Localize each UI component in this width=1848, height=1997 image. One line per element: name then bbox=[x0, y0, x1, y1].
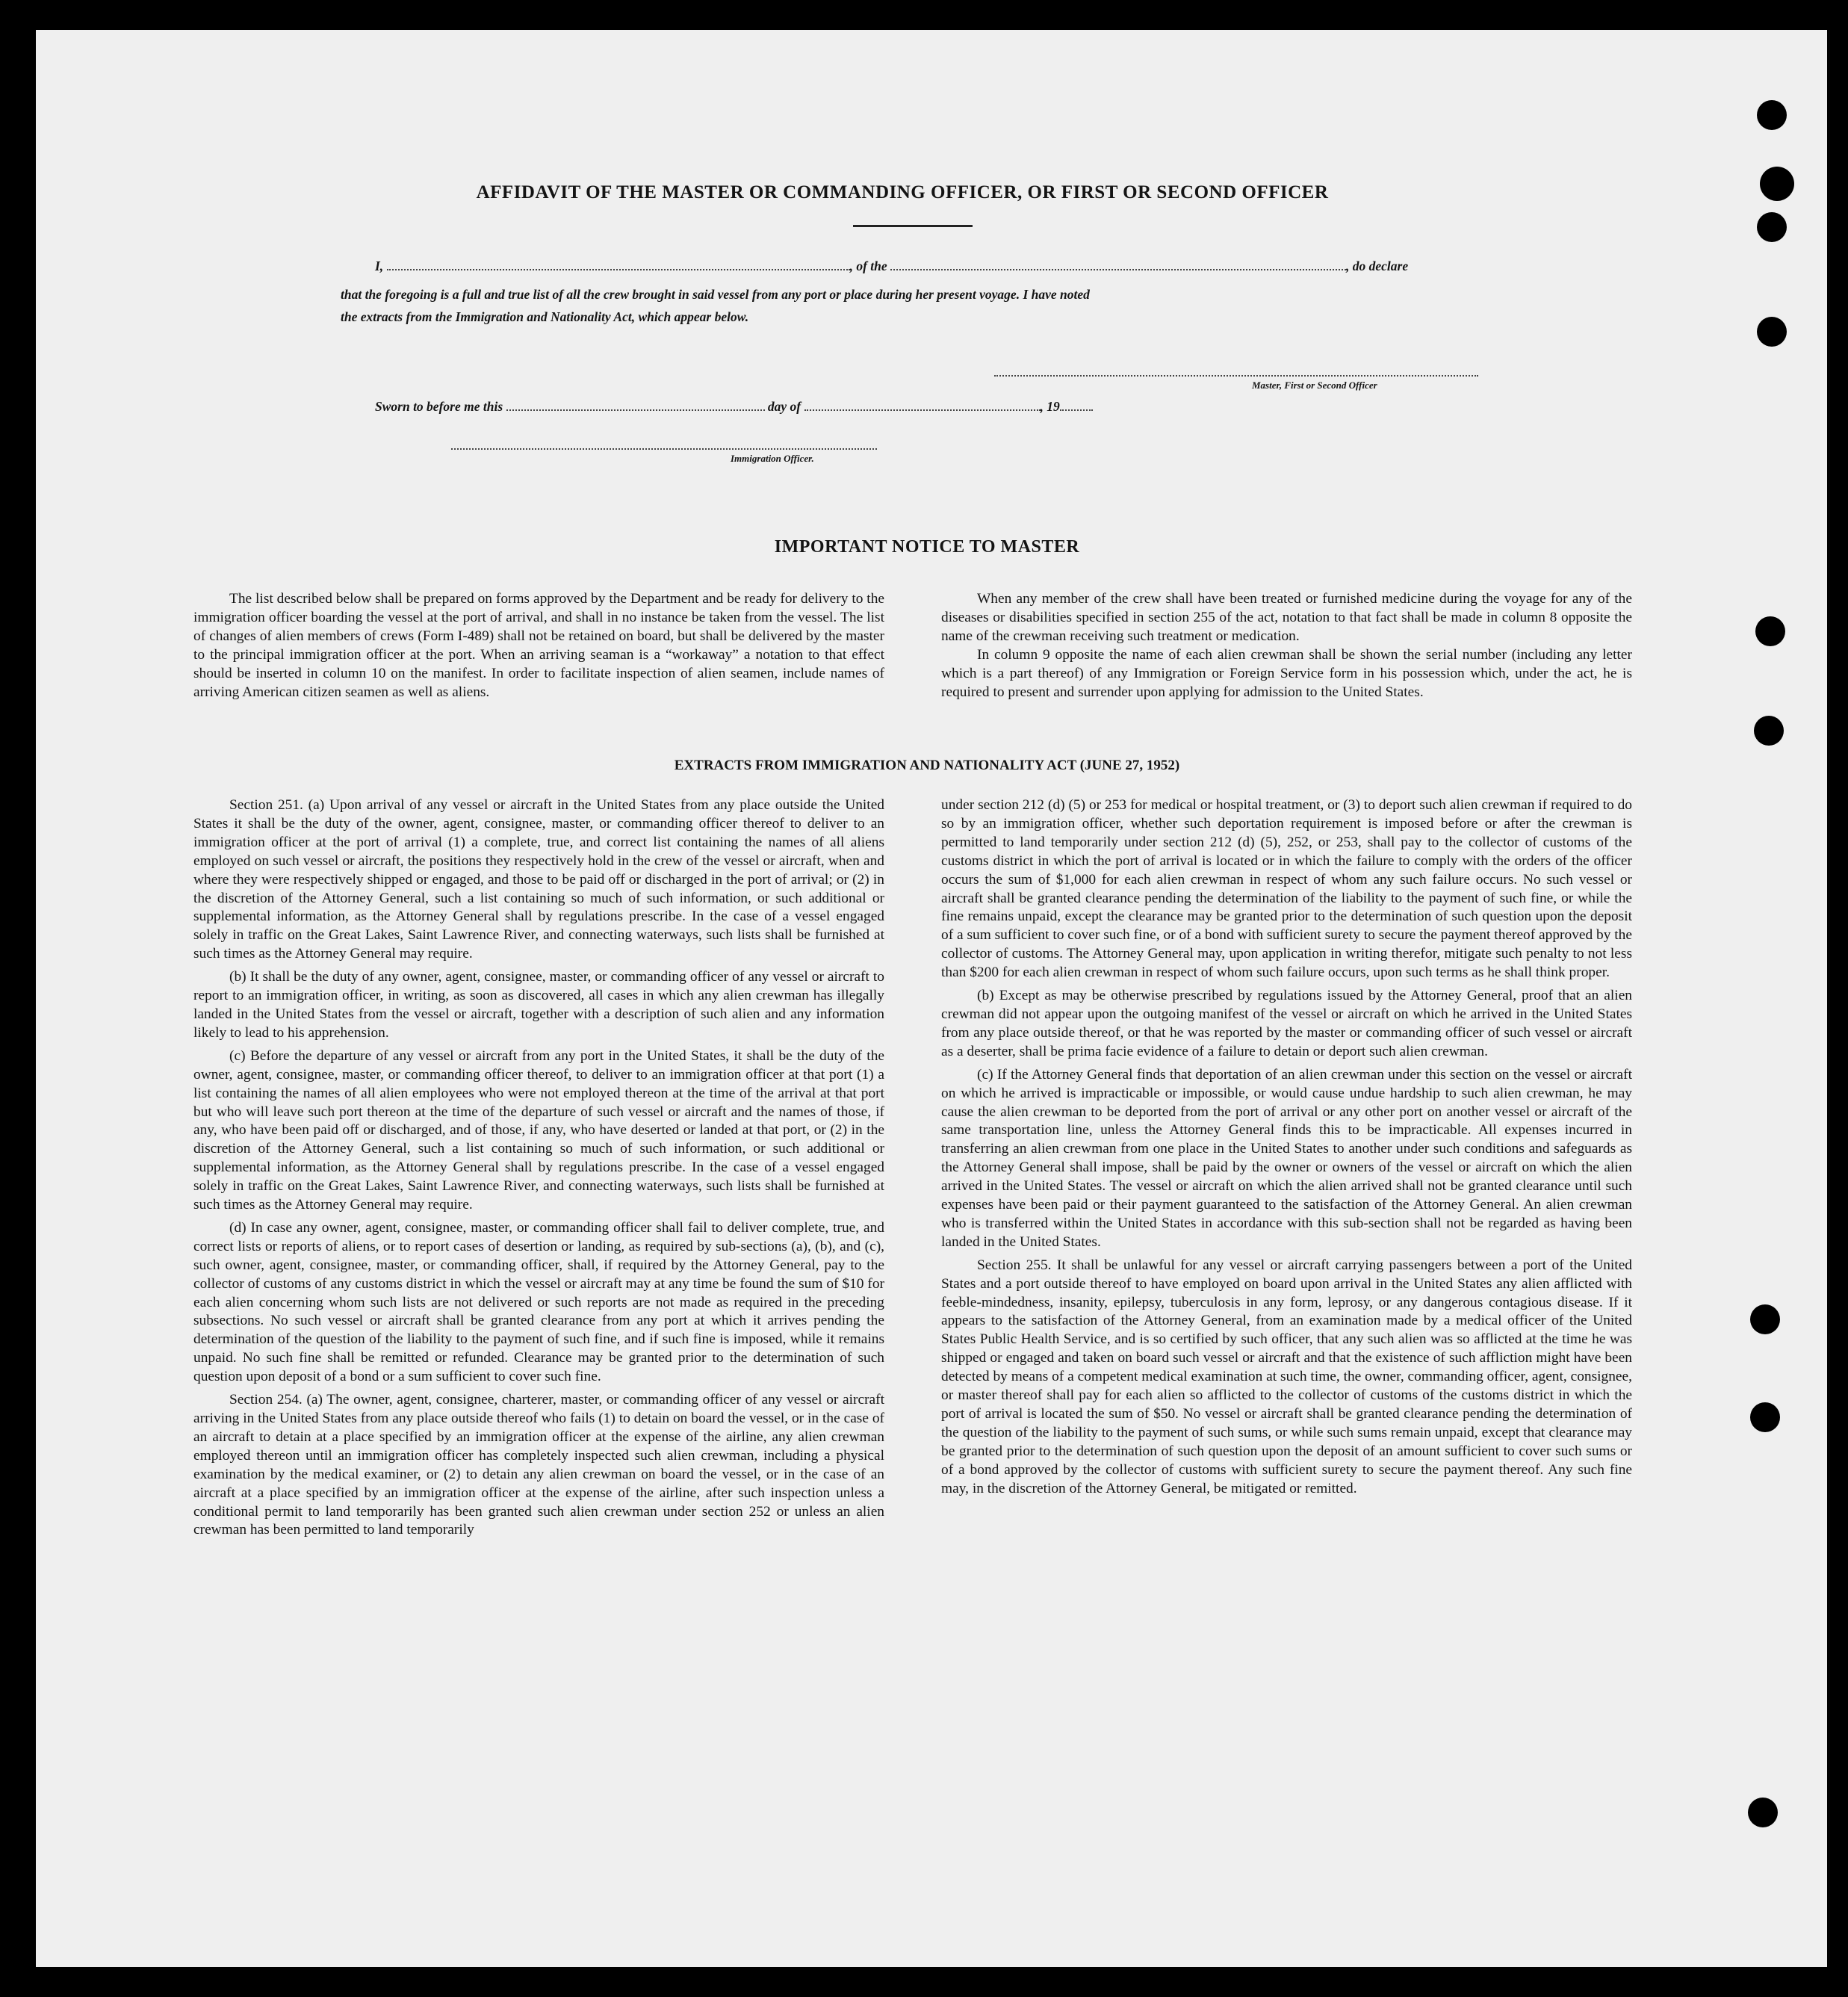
punch-hole bbox=[1757, 100, 1787, 130]
sworn-text: Sworn to before me this bbox=[375, 399, 503, 414]
title-underline bbox=[853, 225, 973, 227]
year-prefix: , 19 bbox=[1040, 399, 1060, 414]
declaration-i: I, bbox=[375, 258, 384, 273]
notice-left-paragraph: The list described below shall be prepared on forms approved by the Department and be ready for delivery to the immigration officer boarding the vessel at the port of arrival, and shall in no instance be taken from the vessel. The list of changes of alien members of crews (Form I-489) shall not be retained on board, but shall be delivered by the master to the principal immigration officer at the port. When an arriving seaman is a “workaway” a notation to that effect should be inserted in column 10 on the manifest. In order to facilitate inspection of alien seamen, include names of arriving American citizen seamen as well as aliens. bbox=[193, 591, 884, 700]
extracts-left-paragraph: (b) It shall be the duty of any owner, agent, consignee, master, or commanding officer of any vessel or aircraft to report to an immigration officer, in writing, as soon as discovered, all cases in which any alien crewman has illegally landed in the United States from the vessel or aircraft, together with a description of such alien and any information likely to lead to his apprehension. bbox=[193, 969, 884, 1041]
punch-hole bbox=[1757, 212, 1787, 242]
notice-left-column bbox=[193, 590, 884, 702]
extracts-left-paragraph: Section 254. (a) The owner, agent, consignee, charterer, master, or commanding officer of any vessel or aircraft arriving in the United States from any place outside thereof who fails (1) to detain on board the vessel, or in the case of an aircraft to detain at a place specified by an immigration officer at the expense of the airline, any alien crewman employed thereon until an immigration officer has completely inspected such alien crewman, including a physical examination by the medical examiner, or (2) to detain any alien crewman on board the vessel, or in the case of an aircraft at a place specified by an immigration officer at the expense of the airline, after such inspection unless a conditional permit to land temporarily has been granted such alien crewman under section 252 or unless an alien crewman has been permitted to land temporarily bbox=[193, 1392, 884, 1538]
day-of-text: day of bbox=[767, 399, 801, 414]
extracts-right-paragraph: (c) If the Attorney General finds that deportation of an alien crewman under this section on the vessel or aircraft on which he arrived is impracticable or impossible, or would cause undue hardship to such alien crewman, he may cause the alien crewman to be deported from the port of arrival or any other port on another vessel or aircraft of the same transportation line, unless the Attorney General finds this to be impracticable. All expenses incurred in transferring an alien crewman from one place in the United States to another under such conditions and safeguards as the Attorney General shall impose, shall be paid by the owner or owners of the vessel or aircraft on which the alien arrived in the United States. The vessel or aircraft on which the alien arrived shall not be granted clearance until such expenses have been paid or their payment guaranteed to the satisfaction of the Attorney General. An alien crewman who is transferred within the United States in accordance with this sub-section shall not be regarded as having been landed in the United States. bbox=[941, 1066, 1632, 1250]
master-signature-line[interactable] bbox=[994, 375, 1478, 377]
punch-hole bbox=[1750, 1402, 1780, 1432]
notice-right-paragraph: When any member of the crew shall have been treated or furnished medicine during the voyage for any of the diseases or disabilities specified in section 255 of the act, notation to that fact shall be made in column 8 opposite the name of the crewman receiving such treatment or medication. bbox=[941, 591, 1632, 644]
sworn-day-field[interactable] bbox=[506, 399, 765, 411]
officer-signature-line[interactable] bbox=[451, 448, 877, 450]
master-name-field[interactable] bbox=[387, 258, 850, 270]
affidavit-title: AFFIDAVIT OF THE MASTER OR COMMANDING OFFICER, OR FIRST OR SECOND OFFICER bbox=[476, 182, 1329, 202]
notice-title: IMPORTANT NOTICE TO MASTER bbox=[774, 537, 1080, 557]
extracts-left-column bbox=[193, 796, 884, 1540]
extracts-left-paragraph: (d) In case any owner, agent, consignee, master, or commanding officer shall fail to deliver complete, true, and correct lists or reports of aliens, or to report cases of desertion or landing, as required by sub-sections (a), (b), and (c), such owner, agent, consignee, master, or commanding officer, shall, if required by the Attorney General, pay to the collector of customs of any customs district in which the vessel or aircraft may at any time be found the sum of $10 for each alien concerning whom such lists are not delivered or such reports are not made as required in the preceding subsections. No such vessel or aircraft shall be granted clearance from any port at which it arrives pending the determination of the question of the liability to the payment of such fine, and if such fine is imposed, while it remains unpaid. No such fine shall be remitted or refunded. Clearance may be granted prior to the determination of such question upon deposit of a bond or a sum sufficient to cover such fine. bbox=[193, 1219, 884, 1385]
vessel-name-field[interactable] bbox=[890, 258, 1346, 270]
punch-hole bbox=[1757, 317, 1787, 347]
punch-hole bbox=[1750, 1304, 1780, 1334]
punch-hole bbox=[1748, 1798, 1778, 1827]
sworn-year-field[interactable] bbox=[1060, 399, 1093, 411]
declaration-of-the: , of the bbox=[849, 258, 887, 273]
extracts-right-column bbox=[941, 796, 1632, 1499]
officer-signature-label: Immigration Officer. bbox=[731, 453, 814, 464]
extracts-right-paragraph: under section 212 (d) (5) or 253 for medical or hospital treatment, or (3) to deport such alien crewman if required to do so by an immigration officer, whether such deportation requirement is imposed before or after the crewman is permitted to land temporarily under section 212 (d) (5), 252, or 253, shall pay to the collector of customs of the customs district in which the port of arrival is located or in which the failure to comply with the orders of the officer occurs the sum of $1,000 for each alien crewman in respect of whom any such failure occurs. No such vessel or aircraft shall be granted clearance pending the determination of the liability to the payment of such fine, or while the fine remains unpaid, except the clearance may be granted prior to the determination of such question upon the deposit of a sum sufficient to cover such fine, or of a bond with sufficient surety to secure the payment thereof approved by the collector of customs. The Attorney General may, upon application in writing therefor, mitigate such penalty to not less than $200 for each alien crewman in respect of whom such failure occurs, upon such terms as he shall think proper. bbox=[941, 797, 1632, 981]
extracts-right-paragraph: (b) Except as may be otherwise prescribed by regulations issued by the Attorney General, proof that an alien crewman did not appear upon the outgoing manifest of the vessel or aircraft on which he arrived in the United States from any place outside thereof, or that he was reported by the master or commanding officer of such vessel or aircraft as a deserter, shall be prima facie evidence of a failure to detain or deport such alien crewman. bbox=[941, 988, 1632, 1059]
punch-hole bbox=[1755, 616, 1785, 646]
notice-right-column bbox=[941, 590, 1632, 702]
document-page bbox=[36, 30, 1827, 1967]
declaration-declare: , do declare bbox=[1346, 258, 1409, 273]
notice-right-paragraph: In column 9 opposite the name of each alien crewman shall be shown the serial number (including any letter which is a part thereof) of any Immigration or Foreign Service form in his possession which, under the act, he is required to present and surrender upon applying for admission to the United States. bbox=[941, 646, 1632, 700]
extracts-title: EXTRACTS FROM IMMIGRATION AND NATIONALITY ACT (JUNE 27, 1952) bbox=[674, 758, 1180, 773]
sworn-month-field[interactable] bbox=[804, 399, 1041, 411]
declaration-line-3: the extracts from the Immigration and Nationality Act, which appear below. bbox=[341, 309, 749, 324]
extracts-left-paragraph: Section 251. (a) Upon arrival of any vessel or aircraft in the United States from any place outside the United States it shall be the duty of the owner, agent, consignee, master, or commanding officer thereof to deliver to an immigration officer at the port of arrival (1) a complete, true, and correct list containing the names of all aliens employed on such vessel or aircraft, the positions they respectively hold in the crew of the vessel or aircraft, when and where they were respectively shipped or engaged, and those to be paid off or discharged in the port of arrival; or (2) in the discretion of the Attorney General, such a list containing so much of such information, or such additional or supplemental information, as the Attorney General shall by regulations prescribe. In the case of a vessel engaged solely in traffic on the Great Lakes, Saint Lawrence River, and connecting waterways, such lists shall be furnished at such times as the Attorney General may require. bbox=[193, 797, 884, 962]
sworn-line bbox=[375, 399, 1093, 415]
declaration-line-2: that the foregoing is a full and true list of all the crew brought in said vessel from any port or place during her present voyage. I have noted bbox=[341, 287, 1090, 302]
punch-hole bbox=[1754, 716, 1784, 746]
master-signature-label: Master, First or Second Officer bbox=[1252, 380, 1377, 391]
extracts-left-paragraph: (c) Before the departure of any vessel or aircraft from any port in the United States, it shall be the duty of the owner, agent, consignee, master, or commanding officer thereof, to deliver to an immigration officer at that port (1) a list containing the names of all alien employees who were not employed thereon at the time of the arrival at that port but who will leave such port thereon at the time of the departure of such vessel or aircraft and the names of those, if any, who have been paid off or discharged, and of those, if any, who have deserted or landed at that port, or (2) in the discretion of the Attorney General, such a list containing so much of such information, or such additional or supplemental information, as the Attorney General shall by regulations prescribe. In the case of a vessel engaged solely in traffic on the Great Lakes, Saint Lawrence River, and connecting waterways, such lists shall be furnished at such times as the Attorney General may require. bbox=[193, 1047, 884, 1213]
declaration-line-1 bbox=[375, 258, 1408, 274]
extracts-right-paragraph: Section 255. It shall be unlawful for any vessel or aircraft carrying passengers between a port of the United States and a port outside thereof to have employed on board upon arrival in the United States any alien afflicted with feeble-mindedness, insanity, epilepsy, tuberculosis in any form, leprosy, or any dangerous contagious disease. If it appears to the satisfaction of the Attorney General, from an examination made by a medical officer of the United States Public Health Service, and is so certified by such officer, that any such alien was so afflicted at the time he was shipped or engaged and taken on board such vessel or aircraft and that the existence of such affliction might have been detected by means of a competent medical examination at such time, the owner, commanding officer, agent, consignee, or master thereof shall pay for each alien so afflicted to the collector of customs of the customs district in which the port of arrival is located the sum of $50. No vessel or aircraft shall be granted clearance pending the determination of the question of the liability to the payment of such sums, or while such sums remain unpaid, except that clearance may be granted prior to the determination of such question upon the deposit of an amount sufficient to cover such sums or of a bond approved by the collector of customs with sufficient surety to secure the payment thereof. Any such fine may, in the discretion of the Attorney General, be mitigated or remitted. bbox=[941, 1257, 1632, 1496]
